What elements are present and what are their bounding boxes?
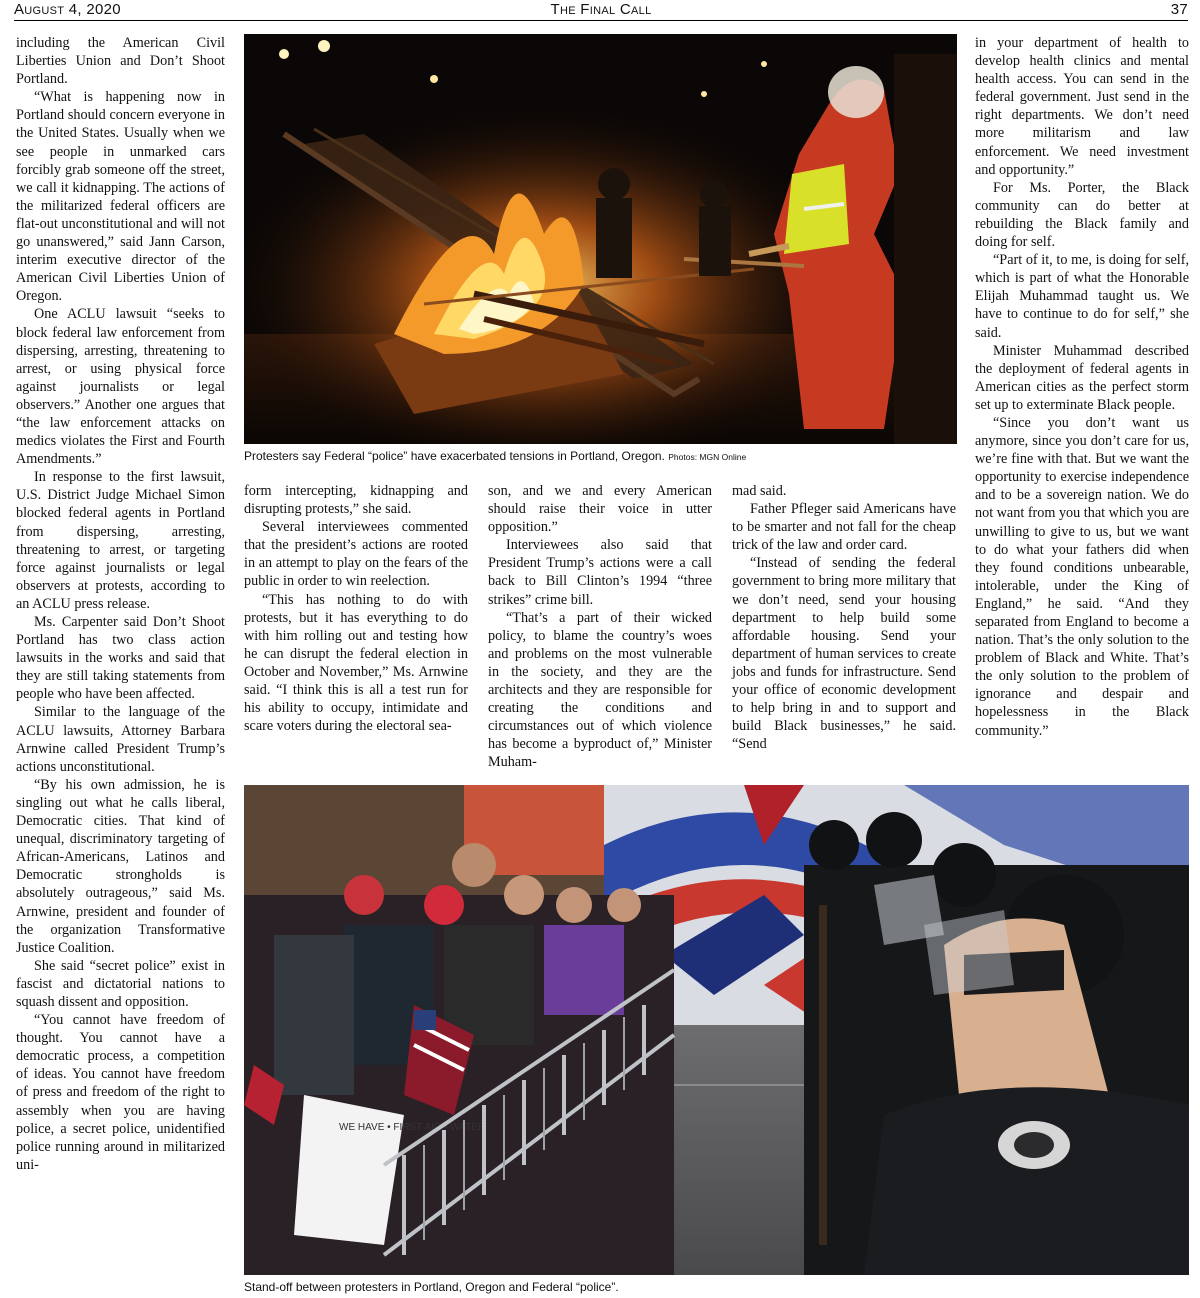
paragraph: “That’s a part of their wicked policy, to blame the country’s woes and problems on the most vulnerable in the society, and they are the architects and they are responsible for creating the conditions and circumstances out of which violence has become a byproduct of,” Minister Muham- [488,609,712,771]
paragraph: “Since you don’t want us anymore, since you don’t care for us, we’re fine with that. But we want the opportunity to exercise independence and to be a sovereign nation. We do not want from you that which you are unwilling to give to us, but we want to do what your fathers did when they found conditions unbearable, intolerable, under the King of England,” he said. “And they separated from England to become a nation. That’s the only solution to the problem of Black and White. That’s the only solution to the problem of ignorance and despair and hopelessness in the Black community.” [975,414,1189,739]
caption-text: Protesters say Federal “police” have exacerbated tensions in Portland, Oregon. [244,449,665,463]
article-column-2 [244,482,468,735]
paragraph: “By his own admission, he is singling out what he calls liberal, Democratic cities. That kind of unequal, discriminatory targeting of African-Americans, Latinos and Democratic strongholds is absolutely outrageous,” said Ms. Arnwine, president and founder of the organization Transformative Justice Coalition. [16,776,225,956]
article-column-1 [16,34,225,1174]
paragraph: In response to the first lawsuit, U.S. District Judge Michael Simon blocked federal agents in Portland from dispersing, arresting, threatening to arrest, or targeting force against journalists or legal observers at protests, according to an ACLU press release. [16,469,225,612]
article-column-5 [975,34,1189,740]
page-header [14,0,1188,21]
publication-name: The Final Call [550,1,652,18]
paragraph: She said “secret police” exist in fascist and dictatorial nations to squash dissent and opposition. [16,957,225,1010]
paragraph: For Ms. Porter, the Black community can do better at rebuilding the Black family and doing for self. [975,179,1189,251]
paragraph: Father Pfleger said Americans have to be smarter and not fall for the cheap trick of the law and order card. [732,501,956,554]
fire-photo-illustration [244,34,957,444]
paragraph: Several interviewees commented that the president’s actions are rooted in an attempt to play on the fears of the public in order to win reelection. [244,519,468,590]
article-column-3 [488,482,712,772]
paragraph: “Part of it, to me, is doing for self, which is part of what the Honorable Elijah Muhammad taught us. We have to continue to do for self,” she said. [975,252,1189,341]
photo-credit: Photos: MGN Online [668,452,747,462]
paragraph: son, and we and every American should raise their voice in utter opposition.” [488,483,712,536]
sign-text: WE HAVE • FIRST AID • WATER [339,1122,486,1133]
paragraph: Interviewees also said that President Trump’s actions were a call back to Bill Clinton’s 1994 “three strikes” crime bill. [488,537,712,608]
fire-protest-photo [244,34,957,444]
paragraph: Ms. Carpenter said Don’t Shoot Portland has two class action lawsuits in the works and said that they are still taking statements from people who have been affected. [16,614,225,703]
fire-photo-caption [244,449,957,463]
paragraph: in your department of health to develop health clinics and mental health access. You can send in the federal government. Just send in the right departments. We don’t need more militarism and law enforcement. We need investment and opportunity.” [975,35,1189,178]
paragraph: Similar to the language of the ACLU lawsuits, Attorney Barbara Arnwine called President Trump’s actions unconstitutional. [16,704,225,775]
standoff-photo-illustration [244,785,1189,1275]
paragraph: “You cannot have freedom of thought. You cannot have a democratic process, a competition of ideas. You cannot have freedom of press and freedom of the right to assembly when you are having police, a secret police, unidentified police running around in militarized uni- [16,1012,225,1173]
article-column-4 [732,482,956,753]
paragraph: One ACLU lawsuit “seeks to block federal law enforcement from dispersing, arresting, threatening to arrest, or using physical force against journalists or legal observers.” Another one argues that “the law enforcement attacks on medics violates the First and Fourth Amendments.” [16,306,225,468]
paragraph: including the American Civil Liberties Union and Don’t Shoot Portland. [16,35,225,88]
standoff-photo [244,785,1189,1275]
paragraph: form intercepting, kidnapping and disrupting protests,” she said. [244,483,468,518]
issue-date: August 4, 2020 [14,1,121,18]
standoff-photo-caption: Stand-off between protesters in Portland, Oregon and Federal “police”. [244,1280,619,1294]
page-number: 37 [1170,1,1188,18]
paragraph: “This has nothing to do with protests, but it has everything to do with him rolling out and testing how he can disrupt the federal election in October and November,” Ms. Arnwine said. “I think this is all a test run for his ability to occupy, intimidate and scare voters during the electoral sea- [244,591,468,735]
paragraph: “Instead of sending the federal government to bring more military that we don’t need, send your housing department to help build some affordable housing. Send your department of human services to create jobs and funds for infrastructure. Send your office of economic development to help bring in and to support and build Black businesses,” he said. “Send [732,555,956,753]
paragraph: Minister Muhammad described the deployment of federal agents in American cities as the perfect storm set up to exterminate Black people. [975,342,1189,413]
paragraph: “What is happening now in Portland should concern everyone in the United States. Usually when we see people in unmarked cars forcibly grab someone off the street, we call it kidnapping. The actions of the militarized federal officers are flat-out unconstitutional and will not go unanswered,” said Jann Carson, interim executive director of the American Civil Liberties Union of Oregon. [16,89,225,305]
paragraph: mad said. [732,483,787,499]
